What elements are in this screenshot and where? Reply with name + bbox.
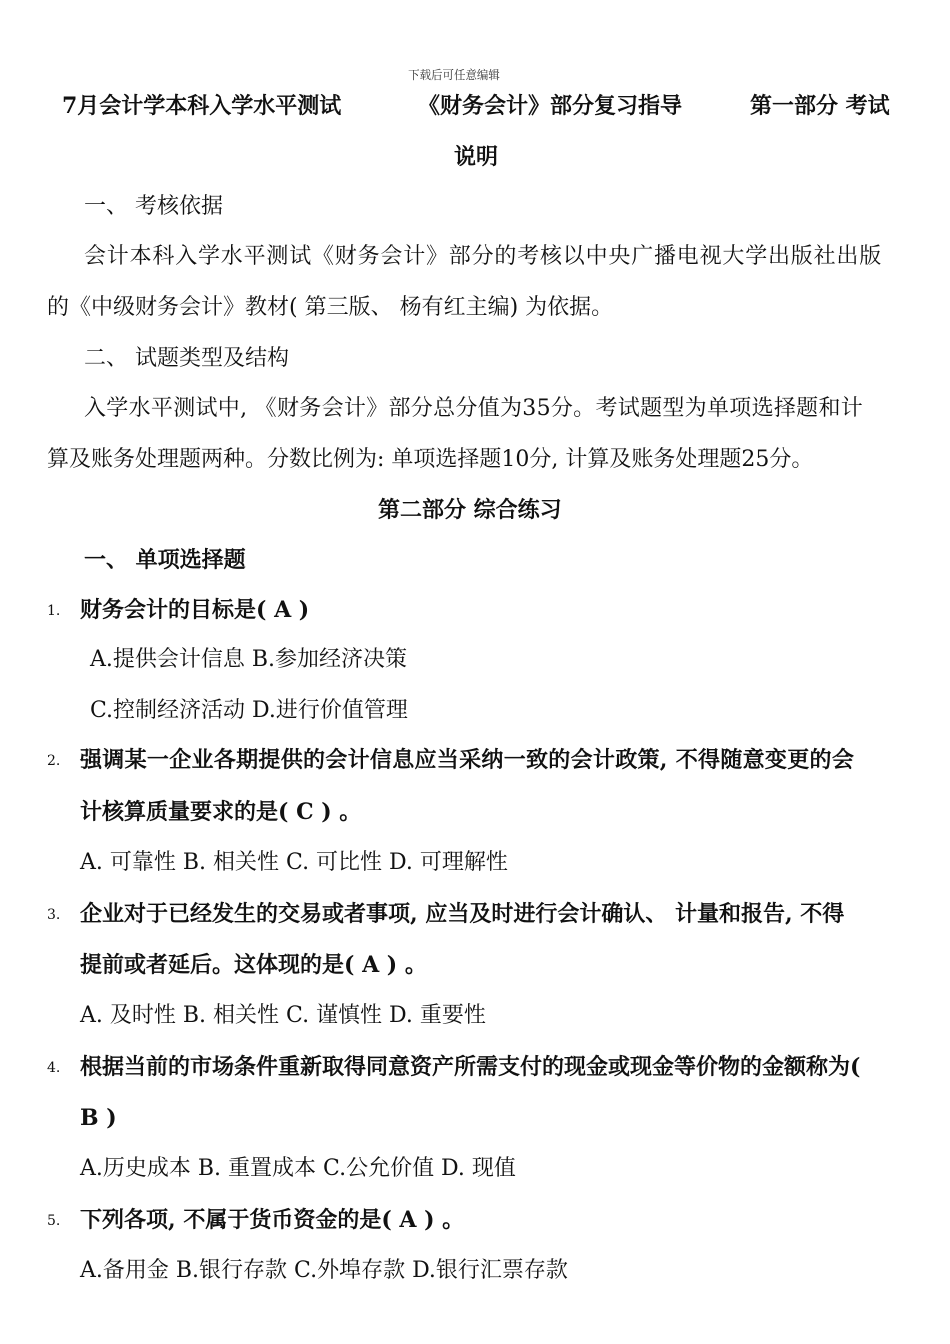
question-number: 1. [47,603,61,619]
title-part-3: 第一部分 考试 [750,93,890,119]
section-2-paragraph-line-2: 算及账务处理题两种。分数比例为: 单项选择题10分, 计算及账务处理题25分。 [47,447,814,472]
section-1-paragraph-line-2: 的《中级财务会计》教材( 第三版、 杨有红主编) 为依据。 [47,295,614,320]
page-header-note: 下载后可任意编辑 [408,68,500,82]
question-number: 5. [47,1213,61,1229]
question-text: 计核算质量要求的是( C ) 。 [80,799,362,825]
section-2-heading: 二、 试题类型及结构 [84,346,289,371]
question-text: 下列各项, 不属于货币资金的是( A ) 。 [80,1207,465,1233]
question-options: A.备用金 B.银行存款 C.外埠存款 D.银行汇票存款 [80,1258,568,1283]
title-part-1: 7月会计学本科入学水平测试 [62,93,342,119]
section-2-paragraph-line-1: 入学水平测试中, 《财务会计》部分总分值为35分。考试题型为单项选择题和计 [84,396,864,421]
question-text: 财务会计的目标是( A ) [80,597,310,623]
question-number: 3. [47,907,61,923]
question-text: B ) [80,1105,117,1131]
question-options: A.历史成本 B. 重置成本 C.公允价值 D. 现值 [80,1156,516,1181]
title-part-2: 《财务会计》部分复习指导 [418,93,683,119]
section-1-heading: 一、 考核依据 [84,194,223,219]
title-line-2: 说明 [454,144,499,170]
question-options: A. 可靠性 B. 相关性 C. 可比性 D. 可理解性 [80,850,508,875]
question-text: 根据当前的市场条件重新取得同意资产所需支付的现金或现金等价物的金额称为( [80,1054,861,1080]
question-text: 企业对于已经发生的交易或者事项, 应当及时进行会计确认、 计量和报告, 不得 [80,901,845,927]
part-2-title: 第二部分 综合练习 [378,497,562,523]
question-options: C.控制经济活动 D.进行价值管理 [90,698,408,723]
question-number: 4. [47,1060,61,1076]
question-options: A. 及时性 B. 相关性 C. 谨慎性 D. 重要性 [80,1003,486,1028]
question-number: 2. [47,753,61,769]
question-text: 强调某一企业各期提供的会计信息应当采纳一致的会计政策, 不得随意变更的会 [80,747,855,773]
question-options: A.提供会计信息 B.参加经济决策 [90,647,408,672]
single-choice-heading: 一、 单项选择题 [84,547,246,573]
section-1-paragraph-line-1: 会计本科入学水平测试《财务会计》部分的考核以中央广播电视大学出版社出版 [84,244,883,269]
question-text: 提前或者延后。这体现的是( A ) 。 [80,952,427,978]
